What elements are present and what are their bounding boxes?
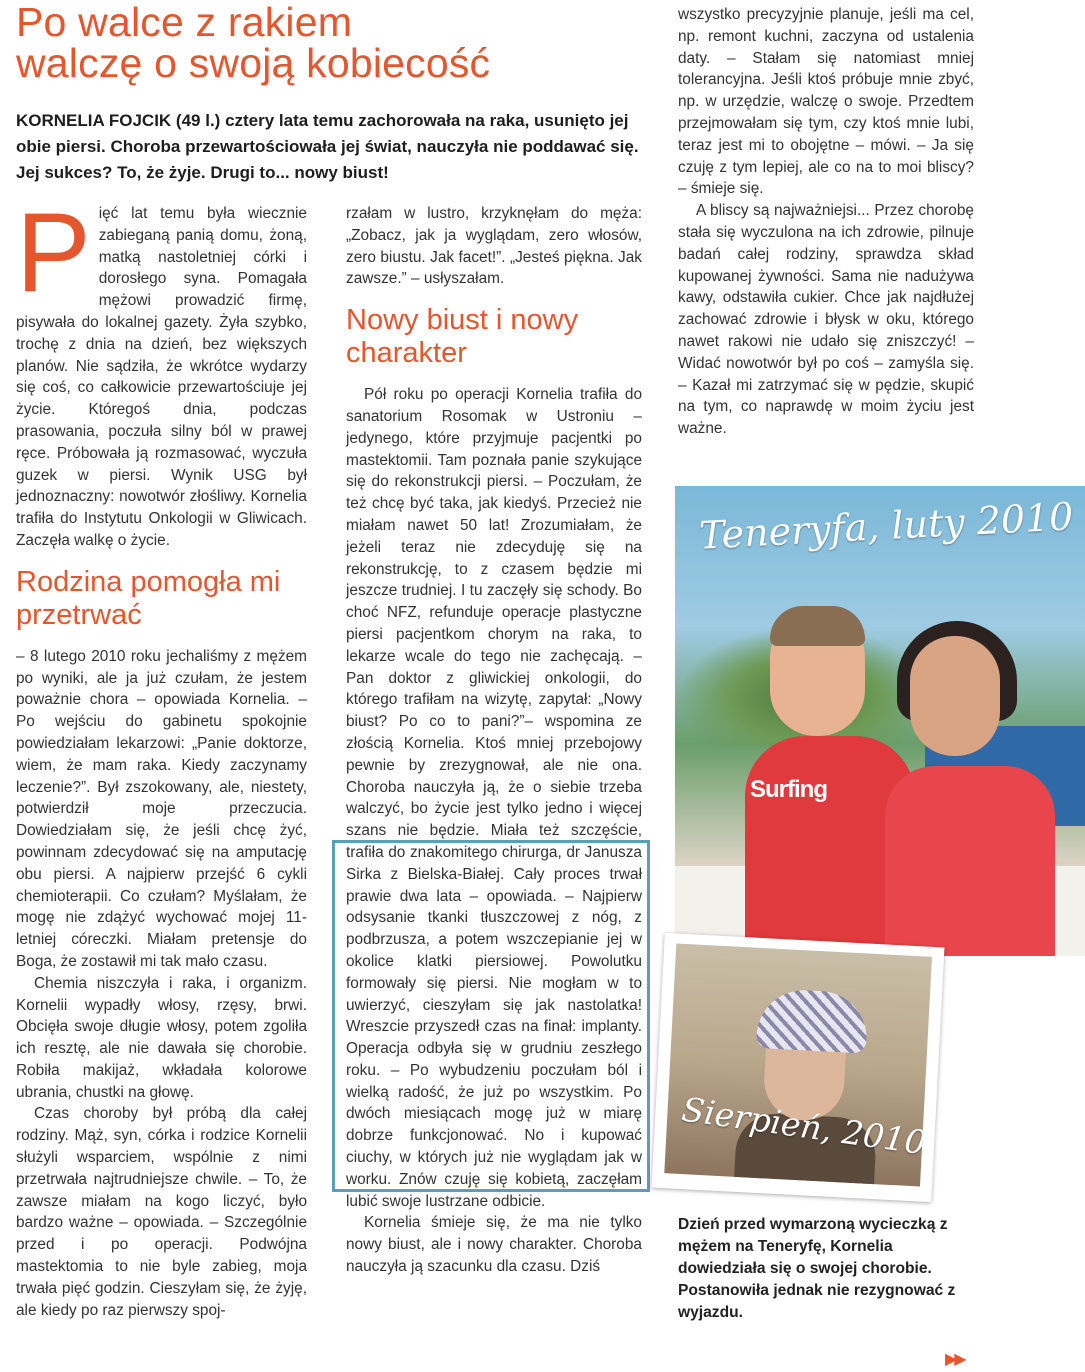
paragraph-intro [16, 190, 307, 552]
text-column-3 [678, 4, 974, 440]
paragraph: – 8 lutego 2010 roku jechaliśmy z mężem po wyniki, ale ja już czułam, że jestem poważnie chora – opowiada Kornelia. – Po wejściu do gabinetu spokojnie powiedziałam lekarzowi: „Panie doktorze, wiem, że mam raka. Kiedy zaczynamy leczenie?”. Był zszokowany, ale, niestety, potwierdził moje przeczucia. Dowiedziałam się, że jeśli chcę żyć, powinnam zdecydować się na amputację obu piersi. A najpierw przejść 6 cykli chemioterapii. Co czułam? Myślałam, że mogę nie zdążyć wychować mojej 11-letniej córeczki. Miałam pretensje do Boga, że zostawił mi tak mało czasu. [16, 647, 307, 970]
photo-caption-august: Sierpień, 2010 [679, 1089, 929, 1163]
lead-text: cztery lata temu zachorowała na raka, usunięto jej obie piersi. Choroba przewartościowała jej świat, nauczyła nie poddawać się. Jej sukces? To, że żyje. Drugi to... nowy biust! [16, 111, 639, 182]
woman-top [885, 766, 1055, 956]
text-column-2 [346, 203, 642, 1278]
woman-face [910, 636, 1000, 756]
lead-paragraph [16, 108, 656, 186]
section-heading-family: Rodzina pomogła mi przetrwać [16, 565, 281, 631]
next-page-icon: ▶▶ [945, 1351, 964, 1368]
shirt-logo: Surfing [750, 776, 827, 803]
photo-august [664, 943, 932, 1186]
man-hair [770, 606, 865, 646]
title-line-1: Po walce z rakiem [16, 0, 353, 45]
text-column-1 [16, 190, 307, 1321]
section-heading-new-bust: Nowy biust i nowy charakter [346, 304, 579, 370]
drop-cap: P [16, 190, 91, 315]
paragraph-intro-text: ięć lat temu była wiecznie zabieganą panią domu, żoną, matką nastoletniej córki i dorosłego syna. Pomagała mężowi prowadzić firmę, pisywała do lokalnej gazety. Żyła szybko, trochę z dnia na dzień, bez większych planów. Nie sądziła, że wkrótce wydarzy się coś, co całkowicie przewartościuje jej życie. Któregoś dnia, podczas prasowania, poczuła silny ból w prawej ręce. Próbowała ją rozmasować, wyczuła guzek w piersi. Wynik USG był jednoznaczny: nowotwór złośliwy. Kornelia trafiła do Instytutu Onkologii w Gliwicach. Zaczęła walkę o życie. [16, 205, 307, 549]
paragraph: Kornelia śmieje się, że ma nie tylko nowy biust, ale i nowy charakter. Choroba nauczyła ją szacunku dla czasu. Dziś [346, 1214, 642, 1276]
paragraph: Czas choroby był próbą dla całej rodziny. Mąż, syn, córka i rodzice Kornelii służyli wsparciem, wspólnie z nimi przetrwała najtrudniejsze chwile. – To, że zawsze miałam na kogo liczyć, było bardzo ważne – opowiada. – Szczególnie przed i po operacji. Podwójna mastektomia to nie byle zabieg, moja trwała pięć godzin. Cieszyłam się, że żyję, ale kiedy po raz pierwszy spoj- [16, 1105, 307, 1319]
paragraph: wszystko precyzyjnie planuje, jeśli ma cel, np. remont kuchni, zaczyna od ustalenia daty. – Stałam się natomiast mniej tolerancyjna. Jeśli ktoś próbuje mnie zbyć, np. w urzędzie, walczę o swoje. Przedtem przejmowałam się tym, czy ktoś mnie lubi, teraz jest mi to obojętne – mówi. – Ja się czuję z tym lepiej, ale co na to moi bliscy? – śmieje się. [678, 6, 974, 198]
lead-name: KORNELIA FOJCIK (49 l.) [16, 111, 221, 130]
title-line-2: walczę o swoją kobiecość [16, 40, 491, 86]
paragraph: Pół roku po operacji Kornelia trafiła do sanatorium Rosomak w Ustroniu – jedynego, które przyjmuje pacjentki po mastektomii. Tam poznała panie szykujące się do rekonstrukcji piersi. – Poczułam, że też chcę być taka, jak kiedyś. Przecież nie miałam nawet 50 lat! Zrozumiałam, że jeżeli teraz nie zdecyduję się na rekonstrukcję, to z czasem będzie mi jeszcze trudniej. I tu zaczęły się schody. Bo choć NFZ, refunduje operacje plastyczne piersi pacjentkom chorym na raka, to lekarze wcale do tego nie zachęcają. – Pan doktor z gliwickiej onkologii, do którego trafiłam na wizytę, zapytał: „Nowy biust? Po co to pani?”– wspomina ze złością Kornelia. Ktoś mniej przebojowy pewnie by zrezygnował, ale nie ona. Choroba nauczyła ją, że o siebie trzeba walczyć, bo życie jest tylko jedno i więcej szans nie będzie. Miała też szczęście, trafiła do znakomitego chirurga, dr Janusza Sirka z Bielska-Białej. Cały proces trwał prawie dwa lata – opowiada. – Najpierw odsysanie tkanki tłuszczowej z nóg, z podbrzusza, a potem wszczepianie jej w okolice klatki piersiowej. Powolutku formowały się piersi. Nie mogłam w to uwierzyć, cieszyłam się jak nastolatka! Wreszcie przyszedł czas na finał: implanty. Operacja odbyła się w grudniu zeszłego roku. – Po wybudzeniu poczułam ból i wielką radość, że już po wszystkim. Po dwóch miesiącach mogę już w miarę dobrze funkcjonować. No i kupować ciuchy, w których już nie wyglądam jak w worku. Znów czuję się kobietą, zaczęłam lubić swoje lustrzane odbicie. [346, 386, 642, 1210]
polaroid-photo [652, 933, 945, 1202]
figure-caption: Dzień przed wymarzoną wycieczką z mężem na Teneryfę, Kornelia dowiedziała się o swojej chorobie. Postanowiła jednak nie rezygnować z wyjazdu. [678, 1216, 956, 1321]
photo-tenerife [675, 486, 1085, 956]
headscarf [756, 988, 869, 1054]
paragraph: Chemia niszczyła i raka, i organizm. Kornelii wypadły włosy, rzęsy, brwi. Obcięła swoje długie włosy, potem zgoliła ich resztę, ale nie dawała się chorobie. Robiła makijaż, wkładała kolorowe ubrania, chustki na głowę. [16, 974, 307, 1101]
paragraph: A bliscy są najważniejsi... Przez chorobę stała się wyczulona na ich zdrowie, pilnuje badań całej rodziny, sprawdza skład kupowanej żywności. Sama nie nadużywa kawy, odstawiła cukier. Chce jak najdłużej zachować zdrowie i błysk w oku, którego nawet rakowi nie udało się zniszczyć! – Widać nowotwór był po coś – zamyśla się. – Kazał mi zatrzymać się w pędzie, skupić na tym, co naprawdę w moim życiu jest ważne. [678, 202, 974, 438]
article-title [16, 2, 656, 84]
paragraph: rzałam w lustro, krzyknęłam do męża: „Zobacz, jak ja wyglądam, zero włosów, zero biustu. Jak facet!”. „Jesteś piękna. Jak zawsze.” – usłyszałam. [346, 205, 642, 288]
photo-caption-tenerife: Teneryfa, luty 2010 [698, 494, 1075, 558]
